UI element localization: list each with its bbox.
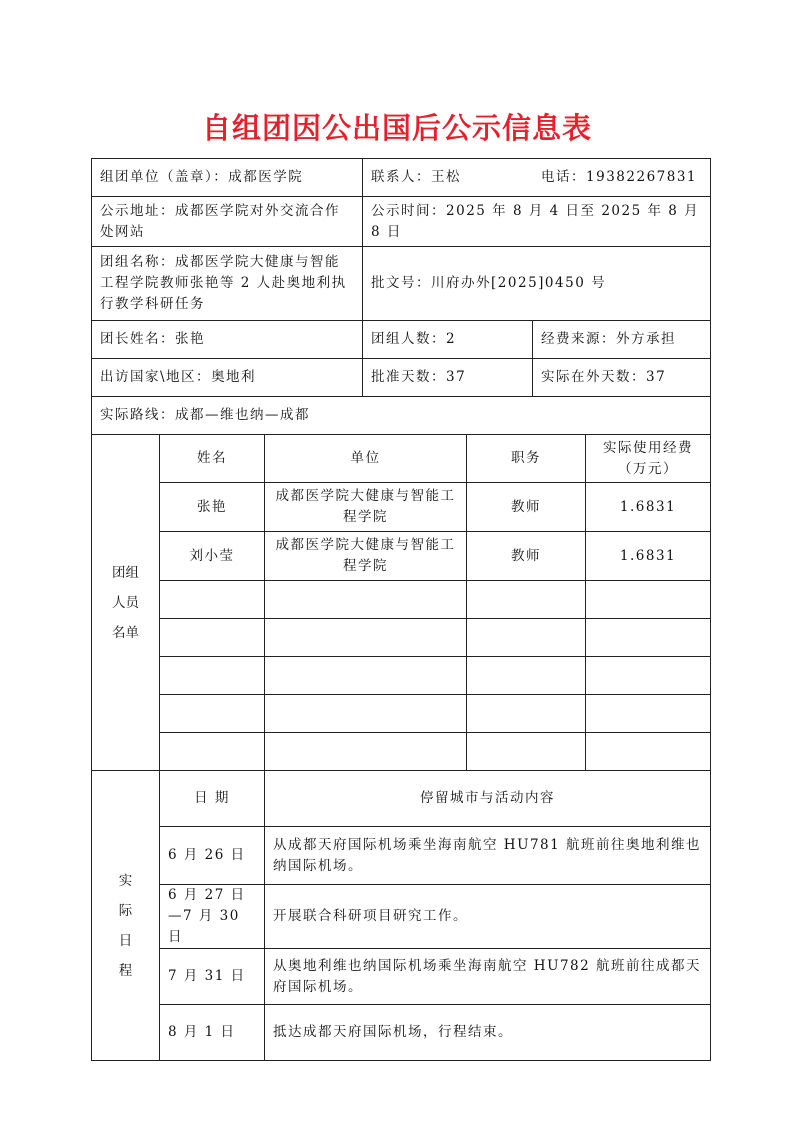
- time-label: 公示时间：: [371, 202, 447, 219]
- empty-cell: [586, 619, 711, 657]
- phone-wrap: [541, 167, 702, 188]
- country-label: 出访国家\地区：: [100, 369, 212, 385]
- phone-value: 19382267831: [586, 169, 698, 185]
- empty-cell: [160, 581, 265, 619]
- schedule-date: 6 月 26 日: [160, 827, 265, 885]
- empty-cell: [586, 695, 711, 733]
- info-table: [91, 158, 711, 1061]
- empty-cell: [160, 619, 265, 657]
- schedule-content: 从奥地利维也纳国际机场乘坐海南航空 HU782 航班前往成都天府国际机场。: [265, 949, 711, 1005]
- empty-row: [92, 657, 711, 695]
- empty-cell: [467, 619, 586, 657]
- members-header-row: [92, 435, 711, 483]
- org-value: 成都医学院: [228, 169, 304, 185]
- count-cell: [363, 321, 533, 359]
- route-label: 实际路线：: [100, 407, 175, 423]
- actual-days-label: 实际在外天数：: [541, 369, 647, 385]
- approved-days-label: 批准天数：: [371, 369, 447, 385]
- empty-cell: [586, 733, 711, 771]
- funding-value: 外方承担: [616, 331, 677, 347]
- schedule-label-line-2: 际: [118, 902, 133, 919]
- contact-cell: [363, 159, 711, 197]
- funding-cell: [533, 321, 711, 359]
- time-cell: [363, 197, 711, 247]
- route-value: 成都—维也纳—成都: [175, 407, 310, 423]
- member-name: 张艳: [160, 483, 265, 532]
- actual-days-value: 37: [646, 369, 667, 385]
- members-header-cost: 实际使用经费（万元）: [586, 435, 711, 483]
- empty-cell: [265, 733, 467, 771]
- org-label: 组团单位（盖章）：: [100, 169, 229, 185]
- empty-cell: [467, 695, 586, 733]
- members-section-label: [92, 435, 160, 771]
- schedule-label-line-1: 实: [118, 872, 133, 889]
- schedule-header-row: [92, 771, 711, 827]
- schedule-row: [92, 949, 711, 1005]
- schedule-content: 抵达成都天府国际机场，行程结束。: [265, 1005, 711, 1061]
- funding-label: 经费来源：: [541, 331, 617, 347]
- schedule-date: 6 月 27 日—7 月 30 日: [160, 885, 265, 949]
- schedule-label-line-4: 程: [118, 962, 133, 979]
- schedule-header-content: 停留城市与活动内容: [265, 771, 711, 827]
- table-row: [92, 532, 711, 581]
- empty-cell: [467, 581, 586, 619]
- leader-label: 团长姓名：: [100, 331, 175, 347]
- empty-cell: [265, 619, 467, 657]
- schedule-content: 从成都天府国际机场乘坐海南航空 HU781 航班前往奥地利维也纳国际机场。: [265, 827, 711, 885]
- row-org: [92, 159, 711, 197]
- org-cell: [92, 159, 363, 197]
- row-country: [92, 359, 711, 397]
- empty-cell: [467, 657, 586, 695]
- actual-days-cell: [533, 359, 711, 397]
- count-value: 2: [446, 331, 457, 347]
- empty-row: [92, 619, 711, 657]
- empty-cell: [586, 581, 711, 619]
- phone-label: 电话：: [541, 169, 587, 185]
- approval-value: 川府办外[2025]0450 号: [431, 275, 607, 291]
- time-value: 2025 年 8 月 4 日至 2025 年 8 月 8 日: [371, 202, 700, 240]
- row-address: [92, 197, 711, 247]
- empty-row: [92, 733, 711, 771]
- contact-value: 王松: [431, 169, 462, 185]
- member-cost: 1.6831: [586, 532, 711, 581]
- members-header-position: 职务: [467, 435, 586, 483]
- table-row: [92, 483, 711, 532]
- empty-cell: [160, 733, 265, 771]
- schedule-date: 8 月 1 日: [160, 1005, 265, 1061]
- address-value: 成都医学院对外交流合作处网站: [100, 202, 340, 240]
- count-label: 团组人数：: [371, 331, 447, 347]
- member-position: 教师: [467, 483, 586, 532]
- approved-days-value: 37: [446, 369, 467, 385]
- empty-row: [92, 581, 711, 619]
- row-leader: [92, 321, 711, 359]
- group-name-value: 成都医学院大健康与智能工程学院教师张艳等 2 人赴奥地利执行教学科研任务: [100, 254, 347, 312]
- row-group-name: [92, 247, 711, 321]
- approval-label: 批文号：: [371, 275, 432, 291]
- members-header-name: 姓名: [160, 435, 265, 483]
- group-name-cell: [92, 247, 363, 321]
- member-name: 刘小莹: [160, 532, 265, 581]
- members-header-unit: 单位: [265, 435, 467, 483]
- members-label-line-3: 名单: [112, 624, 139, 641]
- schedule-row: [92, 827, 711, 885]
- empty-cell: [160, 657, 265, 695]
- country-cell: [92, 359, 363, 397]
- schedule-label-line-3: 日: [118, 932, 133, 949]
- empty-cell: [586, 657, 711, 695]
- schedule-section-label: [92, 771, 160, 1061]
- approved-days-cell: [363, 359, 533, 397]
- leader-value: 张艳: [175, 331, 205, 347]
- schedule-row: [92, 1005, 711, 1061]
- contact-label: 联系人：: [371, 169, 432, 185]
- contact-wrap: [371, 167, 541, 188]
- group-name-label: 团组名称：: [100, 254, 175, 270]
- country-value: 奥地利: [211, 369, 257, 385]
- empty-cell: [265, 695, 467, 733]
- schedule-header-date: 日 期: [160, 771, 265, 827]
- page-title: 自组团因公出国后公示信息表: [201, 111, 592, 145]
- empty-cell: [265, 581, 467, 619]
- empty-row: [92, 695, 711, 733]
- member-position: 教师: [467, 532, 586, 581]
- approval-cell: [363, 247, 711, 321]
- schedule-date: 7 月 31 日: [160, 949, 265, 1005]
- empty-cell: [160, 695, 265, 733]
- row-route: [92, 397, 711, 435]
- schedule-row: [92, 885, 711, 949]
- schedule-content: 开展联合科研项目研究工作。: [265, 885, 711, 949]
- route-cell: [92, 397, 711, 435]
- leader-cell: [92, 321, 363, 359]
- address-cell: [92, 197, 363, 247]
- members-label-line-1: 团组: [112, 564, 139, 581]
- members-label-line-2: 人员: [112, 594, 139, 611]
- address-label: 公示地址：: [100, 202, 175, 219]
- contact-phone-layout: [371, 167, 702, 188]
- empty-cell: [265, 657, 467, 695]
- member-cost: 1.6831: [586, 483, 711, 532]
- empty-cell: [467, 733, 586, 771]
- member-unit: 成都医学院大健康与智能工程学院: [265, 532, 467, 581]
- member-unit: 成都医学院大健康与智能工程学院: [265, 483, 467, 532]
